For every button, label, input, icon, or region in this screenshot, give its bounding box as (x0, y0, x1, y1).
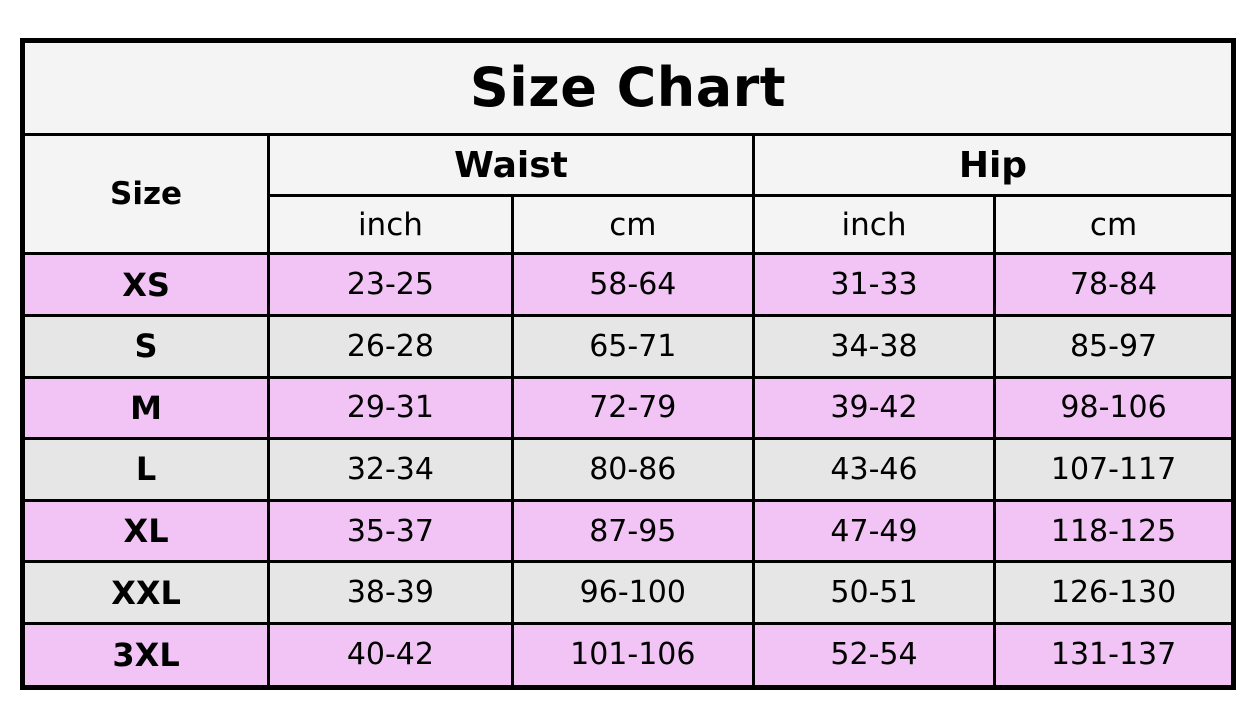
row-hip-inch: 34-38 (753, 315, 994, 377)
row-hip-cm: 78-84 (995, 254, 1231, 316)
row-hip-cm: 131-137 (995, 623, 1231, 685)
row-waist-inch: 32-34 (269, 439, 513, 501)
row-hip-cm: 85-97 (995, 315, 1231, 377)
table-row (25, 315, 1231, 377)
size-chart-table (25, 43, 1231, 685)
page-title: Size Chart (469, 56, 787, 120)
row-hip-inch: 50-51 (753, 562, 994, 624)
row-waist-inch: 35-37 (269, 500, 513, 562)
title-row (25, 43, 1231, 135)
header-hip-cm: cm (995, 195, 1231, 254)
row-hip-cm: 126-130 (995, 562, 1231, 624)
row-waist-cm: 72-79 (512, 377, 753, 439)
row-waist-inch: 29-31 (269, 377, 513, 439)
header-hip-inch: inch (753, 195, 994, 254)
row-hip-inch: 31-33 (753, 254, 994, 316)
row-size: XL (25, 500, 269, 562)
row-size: S (25, 315, 269, 377)
row-waist-inch: 38-39 (269, 562, 513, 624)
row-waist-cm: 87-95 (512, 500, 753, 562)
header-waist-inch: inch (269, 195, 513, 254)
row-hip-inch: 43-46 (753, 439, 994, 501)
table-row (25, 254, 1231, 316)
table-row (25, 623, 1231, 685)
table-row (25, 562, 1231, 624)
header-group-hip: Hip (753, 135, 1231, 196)
row-waist-cm: 58-64 (512, 254, 753, 316)
row-hip-cm: 107-117 (995, 439, 1231, 501)
header-waist-cm: cm (512, 195, 753, 254)
row-waist-cm: 80-86 (512, 439, 753, 501)
row-hip-inch: 52-54 (753, 623, 994, 685)
row-hip-inch: 39-42 (753, 377, 994, 439)
header-group-row (25, 135, 1231, 196)
table-row (25, 500, 1231, 562)
header-group-waist: Waist (269, 135, 754, 196)
row-hip-inch: 47-49 (753, 500, 994, 562)
row-size: 3XL (25, 623, 269, 685)
row-waist-cm: 65-71 (512, 315, 753, 377)
header-size: Size (25, 135, 269, 254)
row-size: XS (25, 254, 269, 316)
row-size: M (25, 377, 269, 439)
table-row (25, 377, 1231, 439)
size-chart-frame (20, 38, 1236, 690)
row-waist-cm: 96-100 (512, 562, 753, 624)
row-hip-cm: 118-125 (995, 500, 1231, 562)
row-size: XXL (25, 562, 269, 624)
row-hip-cm: 98-106 (995, 377, 1231, 439)
chart-title-cell (25, 43, 1231, 135)
row-waist-inch: 26-28 (269, 315, 513, 377)
row-size: L (25, 439, 269, 501)
table-row (25, 439, 1231, 501)
row-waist-inch: 40-42 (269, 623, 513, 685)
row-waist-cm: 101-106 (512, 623, 753, 685)
row-waist-inch: 23-25 (269, 254, 513, 316)
